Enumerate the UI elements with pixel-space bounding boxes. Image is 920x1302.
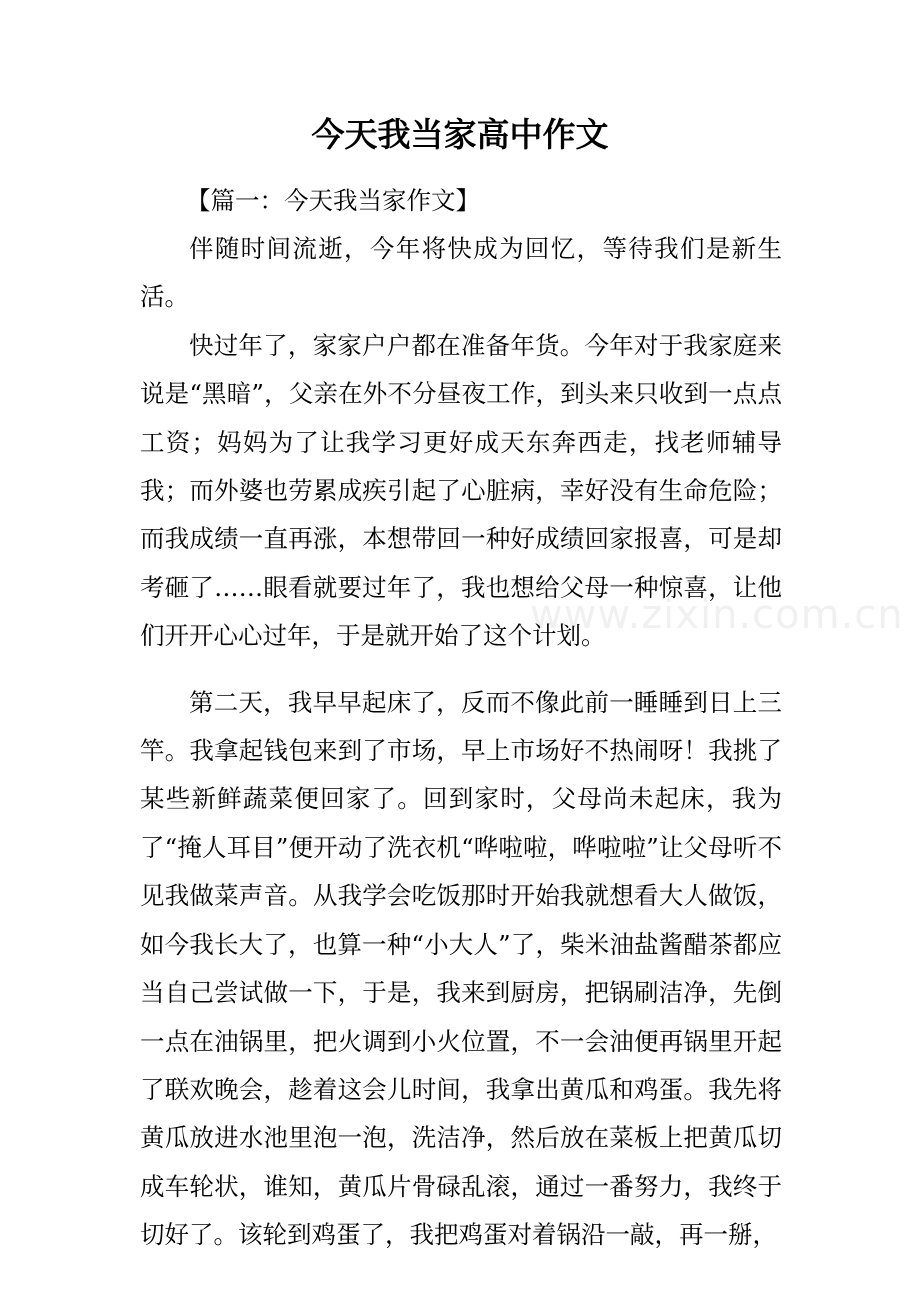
paragraph-2: 快过年了，家家户户都在准备年货。今年对于我家庭来说是“黑暗”，父亲在外不分昼夜工作，到头来只收到一点点工资；妈妈为了让我学习更好成天东奔西走，找老师辅导我；而外婆也劳累成疾引起了心脏病，幸好没有生命危险；而我成绩一直再涨，本想带回一种好成绩回家报喜，可是却考砸了……眼看就要过年了，我也想给父母一种惊喜，让他们开开心心过年，于是就开始了这个计划。: [140, 330, 782, 651]
section-heading: 【篇一：今天我当家作文】: [186, 186, 480, 215]
paragraph-1: 伴随时间流逝，今年将快成为回忆，等待我们是新生活。: [140, 234, 782, 312]
watermark: www.zixin.com.cn: [530, 592, 904, 638]
document-body: [140, 225, 782, 1260]
document-title: 今天我当家高中作文: [311, 115, 609, 154]
paragraph-3: 第二天，我早早起床了，反而不像此前一睡睡到日上三竿。我拿起钱包来到了市场，早上市场好不热闹呀！我挑了某些新鲜蔬菜便回家了。回到家时，父母尚未起床，我为了“掩人耳目”便开动了洗衣机“哗啦啦，哗啦啦”让父母听不见我做菜声音。从我学会吃饭那时开始我就想看大人做饭，如今我长大了，也算一种“小大人”了，柴米油盐酱醋茶都应当自己尝试做一下，于是，我来到厨房，把锅刷洁净，先倒一点在油锅里，把火调到小火位置，不一会油便再锅里开起了联欢晚会，趁着这会儿时间，我拿出黄瓜和鸡蛋。我先将黄瓜放进水池里泡一泡，洗洁净，然后放在菜板上把黄瓜切成车轮状，谁知，黄瓜片骨碌乱滚，通过一番努力，我终于切好了。该轮到鸡蛋了，我把鸡蛋对着锅沿一敲，再一掰，: [140, 687, 782, 1250]
